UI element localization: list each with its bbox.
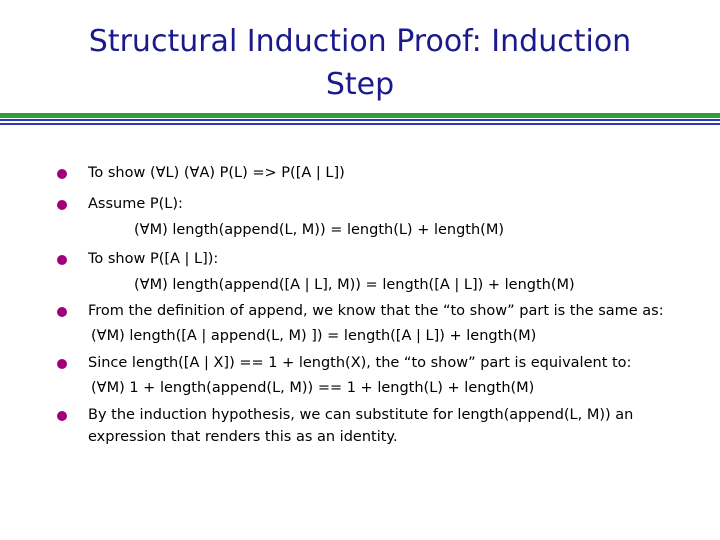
bullet-text: To show (∀L) (∀A) P(L) => P([A | L]): [88, 165, 345, 181]
bullet-text: By the induction hypothesis, we can substitute for length(append(L, M)) an: [88, 407, 634, 423]
bullet-marker: [57, 200, 67, 210]
bullet-subtext: (∀M) length(append(L, M)) = length(L) + length(M): [134, 222, 505, 238]
bullet-continuation: expression that renders this as an identity.: [88, 429, 398, 445]
bullet-text: Assume P(L):: [88, 196, 183, 212]
title-divider-blue-bottom: [0, 123, 720, 125]
bullet-marker: [57, 169, 67, 179]
title-divider-green: [0, 113, 720, 118]
bullet-text: To show P([A | L]):: [88, 251, 219, 267]
bullet-continuation: (∀M) length([A | append(L, M) ]) = length([A | L]) + length(M): [91, 328, 537, 344]
title-line-2: Step: [325, 67, 395, 102]
title-line-1: Structural Induction Proof: Induction: [88, 24, 632, 59]
bullet-text: From the definition of append, we know that the “to show” part is the same as:: [88, 303, 664, 319]
bullet-marker: [57, 359, 67, 369]
bullet-marker: [57, 307, 67, 317]
bullet-subtext: (∀M) length(append([A | L], M)) = length([A | L]) + length(M): [134, 277, 575, 293]
bullet-continuation: (∀M) 1 + length(append(L, M)) == 1 + length(L) + length(M): [91, 380, 535, 396]
bullet-marker: [57, 411, 67, 421]
bullet-marker: [57, 255, 67, 265]
bullet-text: Since length([A | X]) == 1 + length(X), the “to show” part is equivalent to:: [88, 355, 632, 371]
slide-title: [40, 20, 680, 106]
